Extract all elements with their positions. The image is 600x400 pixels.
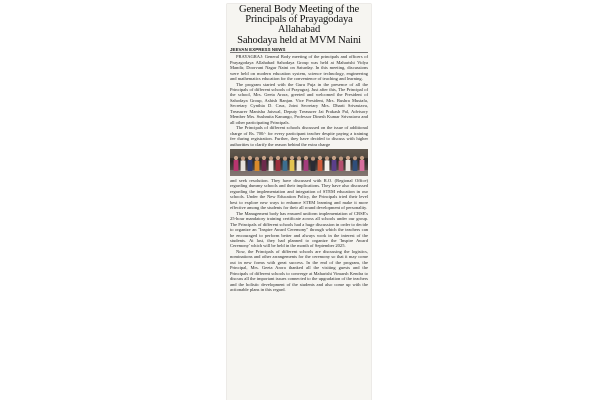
article-paragraph: The Management body has ensured uniform implementation of CBSE's 25-hour mandatory training certificate across all schools under our group. The Principals of different schools had a huge discussion in order to decide to organize an "Inspire Award Ceremony" through which the teachers can be encouraged to perform better and always work in the interest of the students. At last, they had planned to organize the 'Inspire Award Ceremony' which will be held in the month of September 2025. [230, 210, 368, 249]
article-paragraph: and seek resolution. They have discussed with R.O. (Regional Office) regarding dummy schools and their implications. They have also discussed regarding the implementation and integration of STEM education in our schools. Under the New Education Policy, the Principals tried their level best to explore new ways to enhance STEM learning and make it more effective among the students for their all round development of personality. [230, 178, 368, 211]
article-byline: JEEVAN EXPRESS NEWS [230, 47, 368, 54]
headline-line-1: General Body Meeting of the [238, 4, 360, 15]
article-paragraph: The Principals of different schools discussed on the issue of additional charge of Rs. 700/- for every participant teacher despite paying a training fee during registration. Further, they have decided to discuss with higher authorities to clarify the reason behind the extra charge [230, 125, 368, 147]
article-body-bottom [230, 178, 368, 293]
article-body-top [230, 54, 368, 147]
article-paragraph: The program started with the Guru Puja in the presence of all the Principals of different schools of Prayagraj. Just after this, The Principal of the school, Mrs. Geeta Arora, greeted and welcomed the President of Sahodaya Group, Ashish Ranjan. Vice President, Mrs. Bushra Mustafa, Secretary Cynthia D. Cruz, Joint Secretary Mrs. Dharti Srivastava, Treasurer Manisha Jaiswal, Deputy Treasurer Jai Prakash Pal, Advisory Member Mrs. Sushmita Kanungo, Professor Dinesh Kumar Srivastava and all other participating Principals. [230, 81, 368, 125]
newspaper-clipping [227, 4, 371, 400]
group-photo-figures [230, 149, 368, 176]
group-photo [230, 149, 368, 176]
article-paragraph: Now, the Principals of different schools are discussing the logistics, nominations and other arrangements for the ceremony so that it may come out in new forms with great success. In the end of the program, the Principal, Mrs. Geeta Arora thanked all the visiting guests and the Principals of different schools to converge at Maharishi Vimarsh Kendra to discuss all the important issues connected to the upgradation of the teachers and the holistic development of the students and also come up with the actionable plans in this regard. [230, 248, 368, 293]
article-paragraph: PRAYAGRAJ: General Body meeting of the principals and officers of Prayagodaya Allahabad Sahodaya Group was held at Maharishi Vidya Mandir, Doorvani Nagar Naini on Saturday. In this meeting, discussions were held on modern education system, science technology, engineering and mathematics education for the convenience of teaching and learning. [230, 54, 368, 82]
headline-line-2: Principals of Prayagodaya Allahabad [245, 14, 353, 36]
article-headline [229, 5, 369, 46]
headline-line-3: Sahodaya held at MVM Naini [237, 34, 361, 46]
